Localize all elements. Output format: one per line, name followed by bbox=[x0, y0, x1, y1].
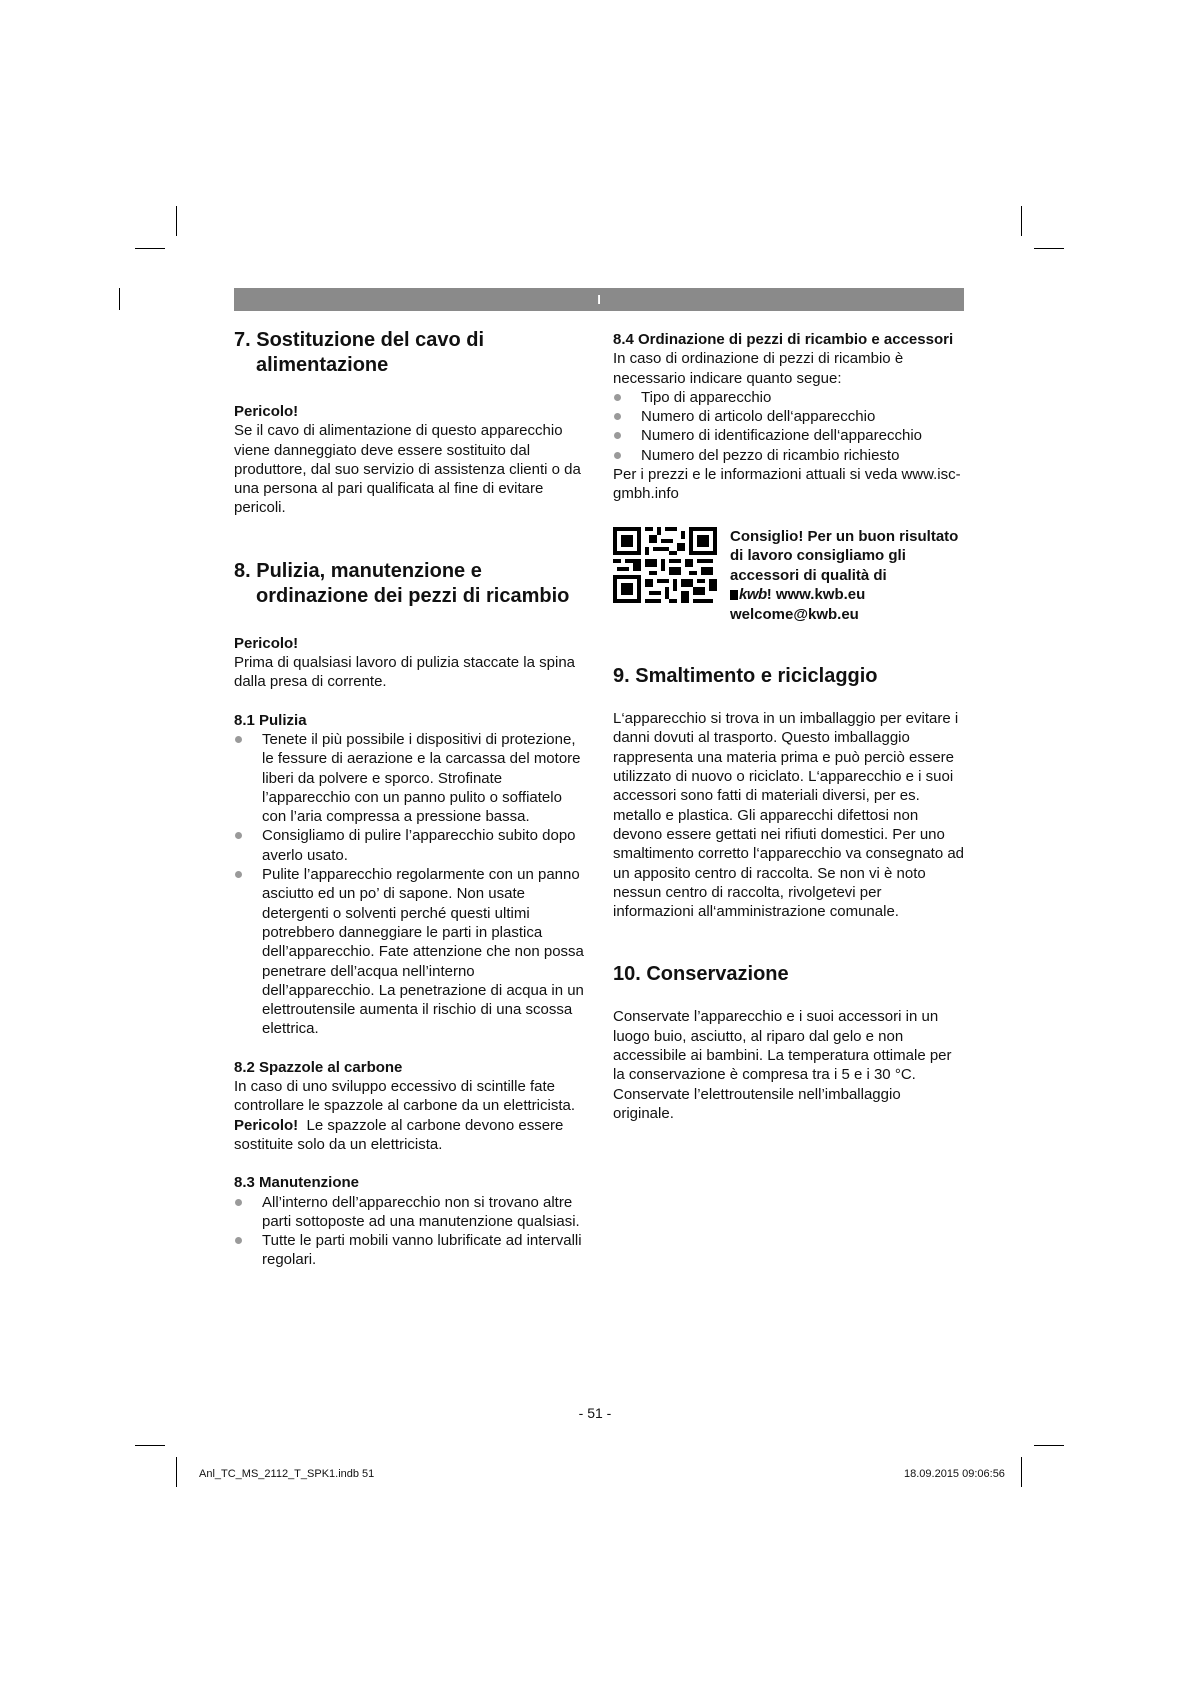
bullet-icon bbox=[614, 452, 621, 459]
bullet-icon bbox=[614, 432, 621, 439]
spare-parts-list bbox=[613, 388, 965, 465]
crop-mark bbox=[176, 206, 177, 236]
danger-label: Pericolo! bbox=[234, 1116, 299, 1134]
crop-mark bbox=[176, 1457, 177, 1487]
list-item: Tutte le parti mobili vanno lubrificate ad intervalli regolari. bbox=[234, 1231, 586, 1270]
section-8-3 bbox=[234, 1173, 586, 1269]
crop-mark bbox=[1021, 206, 1022, 236]
bullet-icon bbox=[235, 1199, 242, 1206]
crop-mark bbox=[135, 1445, 165, 1446]
kwb-tip-block bbox=[613, 527, 965, 625]
section-8-title: 8. Pulizia, manutenzione e ordinazione dei pezzi di ricambio bbox=[234, 559, 570, 607]
bullet-icon bbox=[235, 1237, 242, 1244]
section-9-title: 9. Smaltimento e riciclaggio bbox=[613, 665, 878, 688]
list-item: Tipo di apparecchio bbox=[613, 388, 965, 407]
bullet-icon bbox=[235, 871, 242, 878]
section-8-1 bbox=[234, 711, 586, 1039]
bullet-icon bbox=[614, 394, 621, 401]
section-7-text: Se il cavo di alimentazione di questo apparecchio viene danneggiato deve essere sostituito dal produttore, dal suo servizio di assistenza clienti o da una persona al pari qualificata al fine di evitare pericoli. bbox=[234, 422, 581, 517]
footer-filename: Anl_TC_MS_2112_T_SPK1.indb 51 bbox=[199, 1468, 375, 1480]
section-8-4-title: 8.4 Ordinazione di pezzi di ricambio e accessori bbox=[613, 331, 954, 348]
kwb-logo: kwb bbox=[730, 585, 767, 605]
language-header-bar bbox=[234, 288, 964, 311]
section-10-title: 10. Conservazione bbox=[613, 963, 789, 986]
bullet-icon bbox=[614, 413, 621, 420]
section-8-2-title: 8.2 Spazzole al carbone bbox=[234, 1058, 403, 1076]
crop-mark bbox=[119, 288, 120, 310]
section-8-4-intro: In caso di ordinazione di pezzi di ricambio è necessario indicare quanto segue: bbox=[613, 350, 904, 387]
section-10 bbox=[613, 962, 965, 1123]
list-item: Numero di identificazione dell‘apparecchio bbox=[613, 426, 965, 445]
section-8-4-outro: Per i prezzi e le informazioni attuali si veda www.isc-gmbh.info bbox=[613, 466, 961, 503]
footer-timestamp: 18.09.2015 09:06:56 bbox=[904, 1468, 1005, 1480]
section-9-text: L‘apparecchio si trova in un imballaggio per evitare i danni dovuti al trasporto. Questo imballaggio rappresenta una materia prima e può perciò essere utilizzato di nuovo o riciclato. L‘apparecchio e i suoi accessori sono fatti di materiali diversi, per es. metallo e plastica. Gli apparecchi difettosi non devono essere gettati nei rifiuti domestici. Per uno smaltimento corretto l‘apparecchio va consegnato ad un apposito centro di raccolta. Se non vi è noto nessun centro di raccolta, rivolgetevi per informazioni all‘amministrazione comunale. bbox=[613, 710, 965, 921]
section-8-1-title: 8.1 Pulizia bbox=[234, 711, 307, 729]
crop-mark bbox=[1034, 248, 1064, 249]
list-item: All’interno dell’apparecchio non si trovano altre parti sottoposte ad una manutenzione qualsiasi. bbox=[234, 1193, 586, 1232]
bullet-icon bbox=[235, 736, 242, 743]
section-10-text: Conservate l’apparecchio e i suoi accessori in un luogo buio, asciutto, al riparo dal gelo e non accessibile ai bambini. La temperatura ottimale per la conservazione è compresa tra i 5 e i 30 °C. Conservate l’elettroutensile nell’imballaggio originale. bbox=[613, 1008, 952, 1122]
list-item: Numero del pezzo di ricambio richiesto bbox=[613, 446, 965, 465]
left-column bbox=[234, 328, 586, 1270]
section-7-title: 7. Sostituzione del cavo di alimentazione bbox=[234, 329, 485, 376]
cleaning-list bbox=[234, 730, 586, 1039]
section-8-text: Prima di qualsiasi lavoro di pulizia staccate la spina dalla presa di corrente. bbox=[234, 654, 576, 691]
section-9 bbox=[613, 664, 965, 921]
section-8-2-text: In caso di uno sviluppo eccessivo di scintille fate controllare le spazzole al carbone da un elettricista. bbox=[234, 1078, 576, 1115]
page-number: - 51 - bbox=[578, 1405, 612, 1421]
right-column bbox=[613, 330, 965, 1123]
crop-mark bbox=[135, 248, 165, 249]
danger-label: Pericolo! bbox=[234, 403, 299, 420]
section-8-4 bbox=[613, 330, 965, 504]
section-8-2-danger: Pericolo! Le spazzole al carbone devono essere sostituite solo da un elettricista. bbox=[234, 1116, 564, 1153]
qr-code-icon bbox=[613, 527, 717, 603]
section-8-2 bbox=[234, 1058, 586, 1154]
crop-mark bbox=[1021, 1457, 1022, 1487]
list-item: Consigliamo di pulire l’apparecchio subito dopo averlo usato. bbox=[234, 826, 586, 865]
bullet-icon bbox=[235, 832, 242, 839]
crop-mark bbox=[1034, 1445, 1064, 1446]
language-code: I bbox=[597, 292, 601, 307]
section-7 bbox=[234, 328, 586, 518]
section-8 bbox=[234, 559, 586, 692]
danger-label: Pericolo! bbox=[234, 634, 299, 652]
maintenance-list bbox=[234, 1193, 586, 1270]
section-8-3-title: 8.3 Manutenzione bbox=[234, 1174, 360, 1192]
list-item: Pulite l’apparecchio regolarmente con un panno asciutto ed un po’ di sapone. Non usate detergenti o solventi perché questi ultimi potrebbero danneggiare le parti in plastica dell’apparecchio. Fate attenzione che non possa penetrare dell’acqua nell’interno dell’apparecchio. La penetrazione di acqua in un elettroutensile aumenta il rischio di una scossa elettrica. bbox=[234, 865, 586, 1039]
kwb-tip-text: Consiglio! Per un buon risultato di lavoro consigliamo gli accessori di qualità di kwb! www.kwb.eu welcome@kwb.eu bbox=[730, 527, 959, 623]
list-item: Tenete il più possibile i dispositivi di protezione, le fessure di aerazione e la carcassa del motore liberi da polvere e sporco. Strofinate l’apparecchio con un panno pulito o soffiatelo con l’aria compressa a pressione bassa. bbox=[234, 730, 586, 826]
list-item: Numero di articolo dell‘apparecchio bbox=[613, 407, 965, 426]
